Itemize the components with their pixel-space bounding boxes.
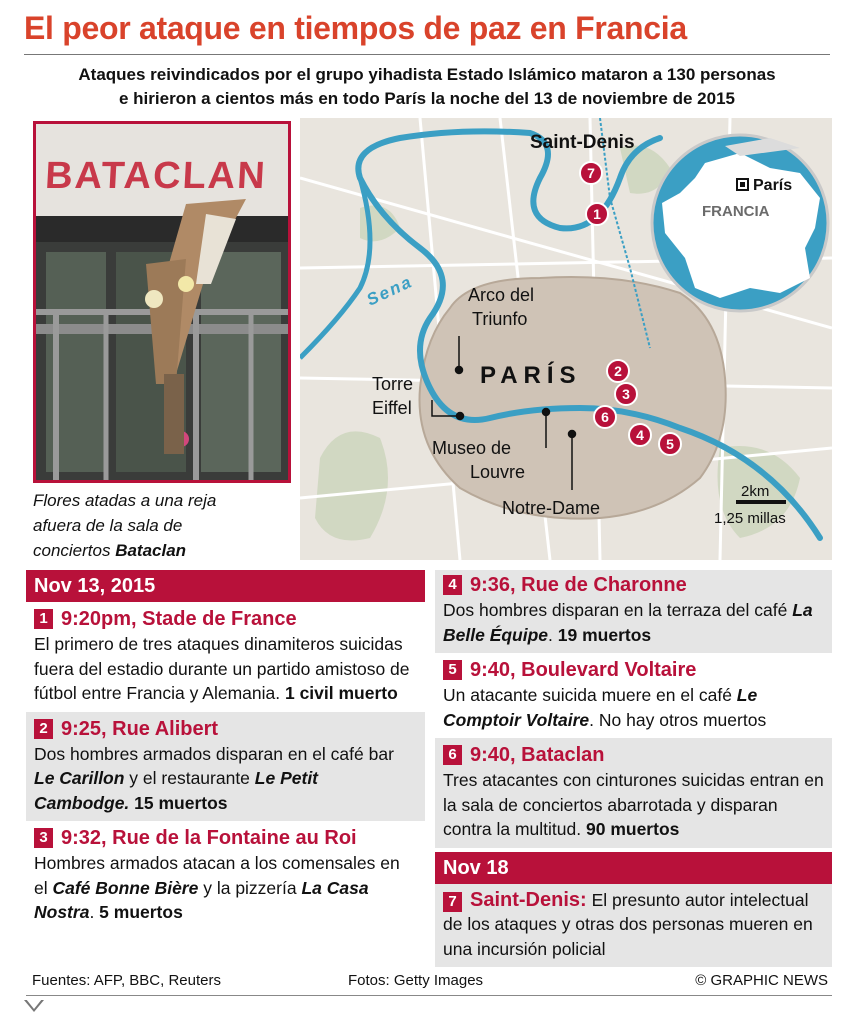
paris-map-svg [300, 118, 832, 560]
inset-country: FRANCIA [702, 203, 770, 220]
caption-line-3: conciertos Bataclan [33, 541, 187, 560]
title-divider [24, 54, 830, 55]
event-1: 1 9:20pm, Stade de France El primero de tres ataques dinamiteros suicidas fuera del estadio durante un partido amistoso de fútbol entre Francia y Alemania. 1 civil muerto [34, 608, 410, 703]
timeline-right [435, 570, 832, 967]
saint-denis-label: Saint-Denis [530, 132, 635, 153]
louvre-label-1: Museo de [432, 438, 512, 458]
eiffel-label-2: Eiffel [372, 398, 412, 418]
marker-6 [594, 406, 616, 428]
page-subtitle [24, 63, 830, 111]
event-3: 3 9:32, Rue de la Fontaine au Roi Hombres armados atacan a los comensales en el Café Bonne Bière y la pizzería La Casa Nostra. 5 muertos [34, 827, 400, 922]
footer [26, 966, 832, 996]
marker-1 [586, 203, 608, 225]
france-inset [652, 135, 828, 311]
marker-3 [615, 383, 637, 405]
svg-text:7: 7 [587, 165, 595, 181]
caption-bataclan: Bataclan [115, 541, 187, 560]
photo-caption [33, 488, 295, 563]
svg-text:4: 4 [636, 427, 644, 443]
marker-5 [659, 433, 681, 455]
louvre-label-2: Louvre [470, 462, 526, 482]
notre-dame-label: Notre-Dame [502, 498, 601, 518]
river-label: Sena [363, 271, 416, 310]
event-3-toll: 5 muertos [99, 902, 183, 922]
subtitle-line-2: e hirieron a cientos más en todo París la noche del 13 de noviembre de 2015 [118, 89, 735, 108]
event-1-toll: 1 civil muerto [284, 683, 398, 703]
date-nov18: Nov 18 [435, 852, 832, 884]
eiffel-label-1: Torre [372, 374, 414, 394]
event-7: 7 Saint-Denis: El presunto autor intelectual de los ataques y otras dos personas mueren en una incursión policial [435, 884, 832, 968]
caption-line-2: afuera de la sala de [33, 516, 183, 535]
marker-4 [629, 424, 651, 446]
svg-text:3: 3 [622, 386, 630, 402]
svg-text:2: 2 [614, 363, 622, 379]
bataclan-sign: BATACLAN [44, 155, 268, 197]
event-5-head: 9:40, Boulevard Voltaire [470, 659, 697, 681]
event-4: 4 9:36, Rue de Charonne Dos hombres disparan en la terraza del café La Belle Équipe. 19 muertos [435, 570, 832, 653]
svg-text:5: 5 [666, 436, 674, 452]
footer-sources: Fuentes: AFP, BBC, Reuters [32, 972, 221, 989]
event-2: 2 9:25, Rue Alibert Dos hombres armados disparan en el café bar Le Carillon y el restaurante Le Petit Cambodge. 15 muertos [26, 712, 425, 822]
timeline-left [26, 570, 425, 931]
event-4-toll: 19 muertos [557, 624, 652, 645]
svg-text:1: 1 [593, 206, 601, 222]
event-4-number: 4 [443, 575, 462, 595]
event-1-number: 1 [34, 609, 53, 629]
subtitle-line-1: Ataques reivindicados por el grupo yihadista Estado Islámico mataron a 130 personas [78, 65, 776, 84]
bataclan-photo-illustration [36, 124, 288, 480]
date-nov13: Nov 13, 2015 [26, 570, 425, 602]
marker-2 [607, 360, 629, 382]
scale-mi: 1,25 millas [714, 510, 786, 527]
page-title: El peor ataque en tiempos de paz en Francia [24, 10, 687, 46]
event-7-head: Saint-Denis: [470, 888, 587, 911]
event-2-toll: 15 muertos [134, 792, 228, 813]
paris-label: PARÍS [480, 362, 582, 389]
event-2-head: 9:25, Rue Alibert [61, 717, 219, 740]
inset-city: París [753, 177, 793, 194]
event-4-head: 9:36, Rue de Charonne [470, 574, 687, 596]
footer-photos: Fotos: Getty Images [348, 972, 484, 989]
event-7-number: 7 [443, 892, 462, 912]
arc-label-2: Triunfo [472, 309, 528, 329]
event-3-number: 3 [34, 828, 53, 848]
event-6: 6 9:40, Bataclan Tres atacantes con cinturones suicidas entran en la sala de conciertos abarrotada y disparan contra la multitud. 90 muertos [435, 738, 832, 848]
event-6-toll: 90 muertos [586, 819, 680, 839]
event-5-number: 5 [443, 660, 462, 680]
event-3-head: 9:32, Rue de la Fontaine au Roi [61, 827, 357, 849]
event-6-head: 9:40, Bataclan [470, 744, 605, 766]
caption-line-1: Flores atadas a una reja [33, 491, 217, 510]
event-6-number: 6 [443, 745, 462, 765]
event-5: 5 9:40, Boulevard Voltaire Un atacante suicida muere en el café Le Comptoir Voltaire. No hay otros muertos [443, 659, 767, 730]
marker-7 [580, 162, 602, 184]
event-2-number: 2 [34, 719, 53, 739]
event-1-head: 9:20pm, Stade de France [61, 608, 297, 630]
arc-label-1: Arco del [468, 285, 535, 305]
paris-map [300, 118, 832, 560]
bataclan-photo [33, 121, 291, 483]
svg-text:6: 6 [601, 409, 609, 425]
scale-km: 2km [741, 483, 770, 500]
footer-credit: © GRAPHIC NEWS [695, 972, 828, 989]
